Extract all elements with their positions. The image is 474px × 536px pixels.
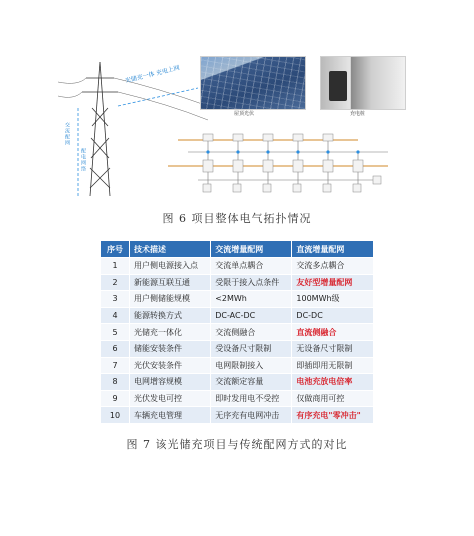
table-header-row (101, 241, 374, 258)
header-ac: 交流增量配网 (211, 241, 292, 258)
header-desc: 技术描述 (130, 241, 211, 258)
row-desc: 光伏安装条件 (130, 357, 211, 374)
row-desc: 车辆充电管理 (130, 407, 211, 424)
row-desc: 用户侧储能规模 (130, 291, 211, 308)
row-desc: 能源转换方式 (130, 307, 211, 324)
figure6-caption: 图 6 项目整体电气拓扑情况 (162, 212, 312, 225)
row-no: 1 (101, 258, 130, 275)
pv-photo-caption: 屋顶光伏 (234, 111, 255, 117)
vertical-label-2: 配电网络 (80, 148, 86, 172)
row-desc: 光储充一体化 (130, 324, 211, 341)
transmission-tower-icon (82, 62, 118, 196)
table-row (101, 407, 374, 424)
row-no: 9 (101, 390, 130, 407)
row-dc: 友好型增量配网 (292, 274, 374, 291)
row-dc: 有序充电"零冲击" (292, 407, 374, 424)
table-row (101, 307, 374, 324)
row-no: 10 (101, 407, 130, 424)
row-dc: 电池充放电倍率 (292, 374, 374, 391)
row-no: 8 (101, 374, 130, 391)
row-desc: 光伏发电可控 (130, 390, 211, 407)
row-no: 2 (101, 274, 130, 291)
row-dc: 100MWh级 (292, 291, 374, 308)
row-no: 7 (101, 357, 130, 374)
row-ac: 电网限制接入 (211, 357, 292, 374)
row-dc: 直流侧融合 (292, 324, 374, 341)
slant-label: 光储充一体 充电上网 (124, 64, 181, 85)
table-row (101, 258, 374, 275)
rooftop-pv-photo (200, 56, 306, 110)
table-row (101, 374, 374, 391)
row-ac: <2MWh (211, 291, 292, 308)
row-ac: 即时发用电不受控 (211, 390, 292, 407)
charging-station-photo (320, 56, 406, 110)
header-no: 序号 (101, 241, 130, 258)
table-row (101, 357, 374, 374)
row-ac: 受设备尺寸限制 (211, 340, 292, 357)
row-dc: 无设备尺寸限制 (292, 340, 374, 357)
comparison-table (100, 240, 374, 424)
row-dc: 仅做商用可控 (292, 390, 374, 407)
header-dc: 直流增量配网 (292, 241, 374, 258)
table-row (101, 390, 374, 407)
row-no: 4 (101, 307, 130, 324)
row-desc: 电网增容规模 (130, 374, 211, 391)
table-row (101, 324, 374, 341)
row-no: 6 (101, 340, 130, 357)
table-row (101, 274, 374, 291)
row-dc: DC-DC (292, 307, 374, 324)
row-no: 5 (101, 324, 130, 341)
row-desc: 新能源互联互通 (130, 274, 211, 291)
row-ac: 交流侧融合 (211, 324, 292, 341)
row-ac: 交流单点耦合 (211, 258, 292, 275)
table-row (101, 291, 374, 308)
row-desc: 用户侧电源接入点 (130, 258, 211, 275)
figure7-caption: 图 7 该光储充项目与传统配网方式的对比 (126, 438, 348, 451)
row-dc: 即插即用无限制 (292, 357, 374, 374)
ev-photo-caption: 充电桩 (350, 111, 366, 117)
topology-figure (58, 48, 410, 200)
row-ac: 受限于接入点条件 (211, 274, 292, 291)
row-ac: DC-AC-DC (211, 307, 292, 324)
vertical-label-1: 交流配网 (64, 122, 70, 146)
row-desc: 储能安装条件 (130, 340, 211, 357)
row-dc: 交流多点耦合 (292, 258, 374, 275)
row-ac: 交流额定容量 (211, 374, 292, 391)
row-ac: 无序充有电网冲击 (211, 407, 292, 424)
table-row (101, 340, 374, 357)
row-no: 3 (101, 291, 130, 308)
